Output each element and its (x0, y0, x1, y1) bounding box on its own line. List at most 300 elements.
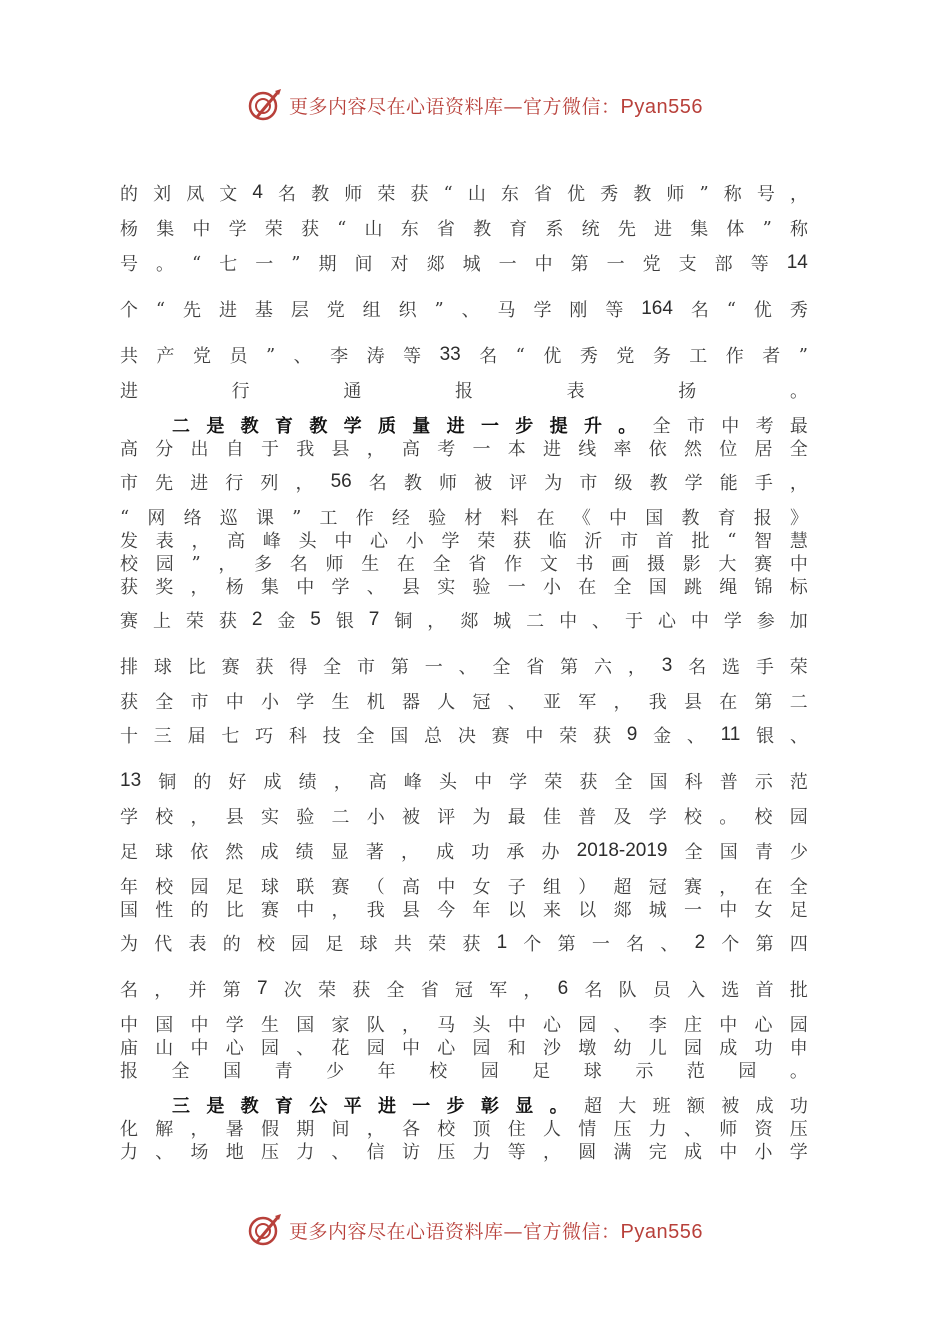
char: 荣 (477, 531, 496, 552)
char: 市 (357, 657, 376, 678)
char: 中 (507, 1015, 526, 1036)
number: 13 (120, 770, 142, 791)
char: 验 (296, 807, 315, 828)
char: 居 (754, 439, 773, 460)
char: 第 (754, 692, 773, 713)
char: 技 (322, 726, 341, 747)
char: 赛 (491, 726, 510, 747)
char: 作 (504, 554, 523, 575)
number: 3 (661, 655, 673, 676)
char: 荣 (789, 657, 808, 678)
char: 全 (613, 577, 632, 598)
heading-char: 公 (309, 1096, 328, 1117)
char: 学 (789, 1142, 808, 1163)
char: 获 (300, 219, 319, 240)
char: 络 (183, 508, 202, 529)
char: 师 (666, 184, 685, 205)
char: 学 (723, 611, 742, 632)
char: 赛 (331, 877, 350, 898)
number: 11 (720, 724, 741, 745)
char: 统 (581, 219, 600, 240)
char: 地 (225, 1142, 244, 1163)
char: 庄 (684, 1015, 702, 1036)
char: 全 (171, 1061, 190, 1082)
char: 的 (222, 934, 241, 955)
char: 山 (364, 219, 383, 240)
char: ， (331, 900, 350, 921)
char: 系 (545, 219, 564, 240)
char: 决 (457, 726, 476, 747)
char: 第 (222, 980, 241, 1001)
char: 沙 (543, 1038, 561, 1059)
char: 文 (219, 184, 238, 205)
char: 金 (277, 611, 296, 632)
number: 2018-2019 (576, 840, 668, 861)
char: 年 (472, 900, 491, 921)
char: 名 (368, 473, 387, 494)
char: 表 (566, 381, 585, 402)
char: ， (543, 1142, 561, 1163)
char: 以 (507, 900, 526, 921)
char: 、 (461, 300, 480, 321)
char: 佳 (543, 807, 561, 828)
char: 人 (437, 692, 456, 713)
char: 马 (497, 300, 516, 321)
char: 满 (613, 1142, 632, 1163)
number: 56 (330, 471, 352, 492)
char: 第 (390, 657, 409, 678)
char: 进 (543, 439, 561, 460)
char: 园 (291, 934, 310, 955)
char: 全 (652, 416, 671, 437)
char: 省 (526, 657, 545, 678)
char: 部 (714, 254, 733, 275)
char: 个 (721, 934, 740, 955)
char: 届 (187, 726, 206, 747)
heading-char: 教 (309, 416, 328, 437)
char: 中 (120, 1015, 138, 1036)
char: 获 (120, 692, 138, 713)
char: 员 (229, 346, 248, 367)
char: 市 (120, 473, 138, 494)
char: 园 (789, 1015, 808, 1036)
char: 显 (330, 842, 349, 863)
char: “ (727, 529, 737, 551)
char: 压 (613, 1119, 632, 1140)
char: 然 (225, 842, 244, 863)
text-line (120, 340, 808, 370)
char: 育 (717, 508, 736, 529)
char: ” (291, 252, 301, 274)
char: 人 (543, 1119, 561, 1140)
char: 学 (441, 531, 460, 552)
char: 、 (789, 726, 808, 747)
char: 省 (436, 219, 455, 240)
char: 成 (755, 1096, 774, 1117)
char: 巧 (255, 726, 274, 747)
char: 年 (120, 877, 138, 898)
char: 师 (438, 473, 457, 494)
char: 三 (153, 726, 172, 747)
wechat-id: Pyan556 (620, 95, 703, 118)
char: 产 (156, 346, 175, 367)
char: 师 (719, 1119, 738, 1140)
char: 次 (283, 980, 302, 1001)
char: 层 (290, 300, 309, 321)
char: 及 (613, 807, 632, 828)
char: 赛 (261, 900, 279, 921)
char: 学 (509, 772, 528, 793)
char: 表 (188, 934, 207, 955)
char: 先 (155, 473, 174, 494)
char: 头 (472, 1015, 491, 1036)
char: 校 (429, 1061, 448, 1082)
char: ， (191, 531, 210, 552)
char: 基 (254, 300, 273, 321)
char: 标 (789, 577, 808, 598)
char: 级 (614, 473, 633, 494)
char: 行 (225, 473, 244, 494)
char: 中 (437, 877, 456, 898)
char: 赛 (684, 877, 702, 898)
char: 学 (225, 1015, 244, 1036)
number: 4 (252, 182, 263, 203)
char: ” (762, 217, 772, 239)
char: 力 (120, 1142, 138, 1163)
heading-char: 显 (515, 1096, 534, 1117)
char: 心 (437, 1038, 456, 1059)
heading-char: 是 (206, 1096, 225, 1117)
char: 铜 (394, 611, 413, 632)
char: 务 (652, 346, 671, 367)
char: 今 (437, 900, 456, 921)
text-line (120, 1136, 808, 1166)
char: 球 (261, 877, 279, 898)
char: 临 (548, 531, 567, 552)
char: 好 (228, 772, 247, 793)
text-line (120, 766, 808, 796)
char: 秀 (600, 184, 619, 205)
char: 银 (756, 726, 775, 747)
char: 手 (755, 657, 774, 678)
wechat-id: Pyan556 (620, 1220, 703, 1243)
char: 少 (790, 842, 808, 863)
char: 校 (155, 877, 174, 898)
char: 、 (366, 577, 385, 598)
char: 国 (120, 900, 138, 921)
heading-char: 量 (412, 416, 431, 437)
heading-char: 质 (377, 416, 396, 437)
char: 心 (543, 1015, 561, 1036)
char: 材 (464, 508, 483, 529)
char: 班 (652, 1096, 671, 1117)
char: 中 (474, 772, 493, 793)
char: ， (719, 877, 738, 898)
char: 书 (575, 554, 594, 575)
char: 《 (572, 508, 591, 529)
char: 信 (366, 1142, 385, 1163)
char: 名 (584, 980, 603, 1001)
char: 我 (366, 900, 385, 921)
char: 和 (507, 1038, 526, 1059)
char: 力 (296, 1142, 315, 1163)
text-line (120, 651, 808, 681)
char: 对 (390, 254, 409, 275)
char: 进 (218, 300, 237, 321)
char: ， (366, 439, 385, 460)
char: 范 (686, 1061, 705, 1082)
char: 市 (686, 416, 705, 437)
char: 家 (331, 1015, 350, 1036)
char: 党 (642, 254, 661, 275)
char: 中 (721, 416, 740, 437)
heading-char: 是 (206, 416, 225, 437)
char: 秀 (579, 346, 598, 367)
char: 》 (789, 508, 808, 529)
char: 墩 (578, 1038, 597, 1059)
char: 国 (390, 726, 409, 747)
char: “ (120, 506, 130, 528)
char: 杨 (225, 577, 244, 598)
char: 、 (331, 1142, 350, 1163)
char: “ (443, 182, 453, 204)
char: 一 (424, 657, 443, 678)
char: 列 (260, 473, 279, 494)
char: 行 (231, 381, 250, 402)
char: 省 (468, 554, 487, 575)
char: 县 (331, 439, 350, 460)
char: 在 (396, 554, 415, 575)
char: ” (265, 344, 276, 366)
char: 中 (334, 531, 353, 552)
char: 依 (648, 439, 667, 460)
char: ， (295, 473, 314, 494)
char: ， (366, 1119, 385, 1140)
char: 间 (354, 254, 373, 275)
char: ， (190, 577, 209, 598)
char: 师 (325, 554, 344, 575)
char: 生 (361, 554, 380, 575)
char: 作 (725, 346, 744, 367)
char: 赛 (221, 657, 240, 678)
char: 园 (366, 1038, 385, 1059)
char: 批 (789, 980, 808, 1001)
char: 的 (193, 772, 212, 793)
char: 被 (402, 807, 420, 828)
char: 为 (120, 934, 138, 955)
char: 小 (366, 807, 385, 828)
char: ， (402, 1015, 420, 1036)
char: 、 (155, 1142, 174, 1163)
char: 刚 (569, 300, 588, 321)
char: 中 (225, 692, 244, 713)
char: 军 (489, 980, 508, 1001)
char: 中 (719, 1142, 738, 1163)
char: 花 (331, 1038, 350, 1059)
char: 作 (355, 508, 374, 529)
char: 校 (155, 807, 174, 828)
text-line (120, 248, 808, 278)
char: 号 (756, 184, 775, 205)
char: 县 (225, 807, 244, 828)
char: 来 (543, 900, 561, 921)
char: 全 (492, 657, 511, 678)
char: 足 (120, 842, 138, 863)
char: 进 (120, 381, 138, 402)
char: 入 (687, 980, 706, 1001)
heading-char: 进 (377, 1096, 396, 1117)
char: 中 (296, 577, 315, 598)
char: 小 (261, 692, 279, 713)
char: 校 (120, 554, 138, 575)
char: 国 (649, 772, 668, 793)
char: 率 (613, 439, 632, 460)
char: 间 (331, 1119, 350, 1140)
char: 能 (719, 473, 738, 494)
char: 名 (120, 980, 138, 1001)
char: 加 (789, 611, 808, 632)
char: 荣 (264, 219, 283, 240)
char: 七 (221, 726, 240, 747)
char: 、 (613, 1015, 632, 1036)
char: 工 (319, 508, 338, 529)
char: 刘 (153, 184, 172, 205)
char: 通 (343, 381, 362, 402)
heading-char: 步 (515, 416, 534, 437)
heading-char: 。 (549, 1096, 568, 1117)
char: 少 (326, 1061, 345, 1082)
char: 著 (365, 842, 384, 863)
char: 。 (156, 254, 175, 275)
char: 发 (120, 531, 138, 552)
char: 场 (190, 1142, 209, 1163)
char: 东 (500, 184, 519, 205)
char: 育 (509, 219, 528, 240)
text-line (120, 836, 808, 866)
text-line (120, 720, 808, 750)
char: 工 (689, 346, 708, 367)
char: 分 (155, 439, 174, 460)
char: 郯 (460, 611, 479, 632)
char: 报 (454, 381, 473, 402)
char: ， (401, 842, 419, 863)
char: 集 (690, 219, 709, 240)
char: 高 (402, 877, 420, 898)
header-banner (0, 85, 950, 125)
char: 小 (754, 1142, 773, 1163)
char: 依 (190, 842, 209, 863)
char: 全 (155, 692, 174, 713)
char: 中 (609, 508, 628, 529)
char: “ (155, 298, 166, 320)
char: 园 (155, 554, 174, 575)
heading-char: 三 (172, 1096, 190, 1117)
char: 园 (578, 1015, 597, 1036)
char: 铜 (158, 772, 177, 793)
char: 进 (654, 219, 673, 240)
number: 5 (310, 609, 321, 630)
char: 凤 (186, 184, 205, 205)
char: 城 (462, 254, 481, 275)
char: 中 (190, 1038, 209, 1059)
char: 功 (754, 1038, 773, 1059)
char: 表 (155, 531, 174, 552)
char: 手 (754, 473, 773, 494)
char: 、 (686, 726, 705, 747)
char: 获 (120, 577, 138, 598)
char: ， (789, 184, 808, 205)
char: 报 (120, 1061, 138, 1082)
char: 一 (684, 900, 702, 921)
char: 员 (652, 980, 671, 1001)
char: 国 (645, 508, 664, 529)
char: 山 (155, 1038, 174, 1059)
char: 一 (591, 934, 610, 955)
char: 足 (325, 934, 344, 955)
char: 李 (330, 346, 349, 367)
char: 为 (472, 807, 491, 828)
char: 化 (120, 1119, 138, 1140)
char: 选 (722, 657, 741, 678)
char: 在 (754, 877, 773, 898)
char: 号 (120, 254, 138, 275)
char: 获 (579, 772, 598, 793)
char: ， (190, 807, 209, 828)
char: 、 (293, 346, 312, 367)
char: 国 (296, 1015, 315, 1036)
char: 我 (296, 439, 315, 460)
char: 于 (624, 611, 643, 632)
char: （ (366, 877, 385, 898)
char: 二 (331, 807, 350, 828)
char: 住 (507, 1119, 526, 1140)
char: 沂 (584, 531, 603, 552)
char: 足 (225, 877, 244, 898)
char: 等 (750, 254, 769, 275)
char: 一 (498, 254, 517, 275)
char: 名 (626, 934, 645, 955)
char: 园 (789, 807, 808, 828)
char: 七 (219, 254, 238, 275)
char: 体 (726, 219, 745, 240)
char: 李 (648, 1015, 667, 1036)
char: 国 (719, 842, 738, 863)
heading-char: 学 (343, 416, 362, 437)
char: 省 (420, 980, 439, 1001)
char: 我 (648, 692, 667, 713)
number: 33 (439, 344, 461, 365)
char: 办 (541, 842, 560, 863)
char: 实 (261, 807, 279, 828)
char: ， (427, 611, 446, 632)
char: 中 (719, 1015, 738, 1036)
char: 最 (789, 416, 808, 437)
char: 秀 (789, 300, 808, 321)
char: 城 (493, 611, 512, 632)
char: 然 (684, 439, 702, 460)
char: ， (190, 1119, 209, 1140)
char: “ (726, 298, 736, 320)
text-line (120, 974, 808, 1004)
heading-char: 一 (480, 416, 499, 437)
char: 承 (506, 842, 525, 863)
char: 中 (789, 554, 808, 575)
char: 荣 (544, 772, 563, 793)
char: 申 (789, 1038, 808, 1059)
char: 东 (400, 219, 419, 240)
char: ” (191, 552, 201, 574)
char: 第 (755, 934, 774, 955)
